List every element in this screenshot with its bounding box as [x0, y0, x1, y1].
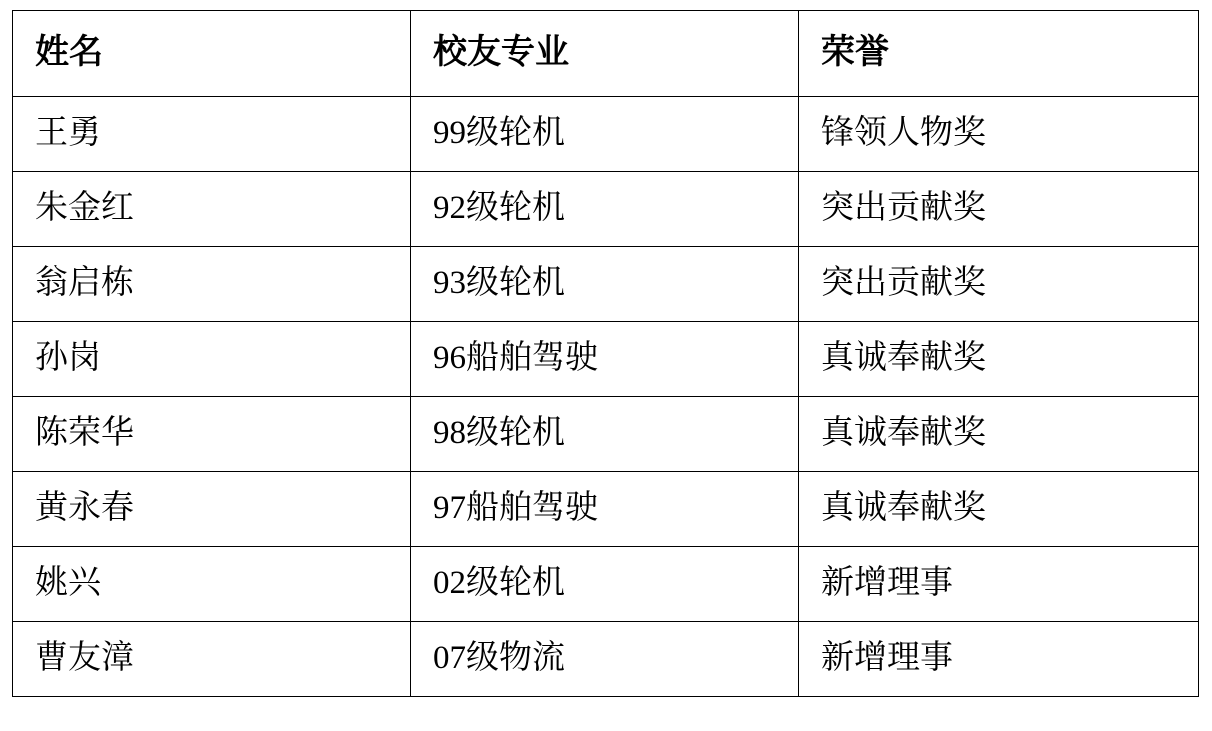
cell-honor: 突出贡献奖	[799, 172, 1199, 247]
cell-major: 02级轮机	[411, 547, 799, 622]
table-row	[13, 622, 1199, 697]
cell-major: 97船舶驾驶	[411, 472, 799, 547]
column-header-name: 姓名	[13, 11, 411, 97]
cell-honor: 突出贡献奖	[799, 247, 1199, 322]
cell-major: 93级轮机	[411, 247, 799, 322]
table-row	[13, 322, 1199, 397]
cell-major: 07级物流	[411, 622, 799, 697]
table-row	[13, 472, 1199, 547]
cell-major: 99级轮机	[411, 97, 799, 172]
alumni-honor-table	[12, 10, 1199, 697]
table-header	[13, 11, 1199, 97]
table-body	[13, 97, 1199, 697]
cell-name: 王勇	[13, 97, 411, 172]
cell-name: 姚兴	[13, 547, 411, 622]
cell-name: 曹友漳	[13, 622, 411, 697]
cell-major: 96船舶驾驶	[411, 322, 799, 397]
cell-name: 黄永春	[13, 472, 411, 547]
cell-major: 98级轮机	[411, 397, 799, 472]
table-row	[13, 247, 1199, 322]
column-header-major: 校友专业	[411, 11, 799, 97]
table-row	[13, 172, 1199, 247]
cell-honor: 锋领人物奖	[799, 97, 1199, 172]
cell-name: 翁启栋	[13, 247, 411, 322]
cell-honor: 真诚奉献奖	[799, 397, 1199, 472]
cell-name: 陈荣华	[13, 397, 411, 472]
cell-honor: 真诚奉献奖	[799, 472, 1199, 547]
column-header-honor: 荣誉	[799, 11, 1199, 97]
cell-name: 朱金红	[13, 172, 411, 247]
cell-major: 92级轮机	[411, 172, 799, 247]
cell-name: 孙岗	[13, 322, 411, 397]
table-header-row	[13, 11, 1199, 97]
table-row	[13, 397, 1199, 472]
table-row	[13, 547, 1199, 622]
cell-honor: 新增理事	[799, 622, 1199, 697]
table-row	[13, 97, 1199, 172]
cell-honor: 新增理事	[799, 547, 1199, 622]
cell-honor: 真诚奉献奖	[799, 322, 1199, 397]
